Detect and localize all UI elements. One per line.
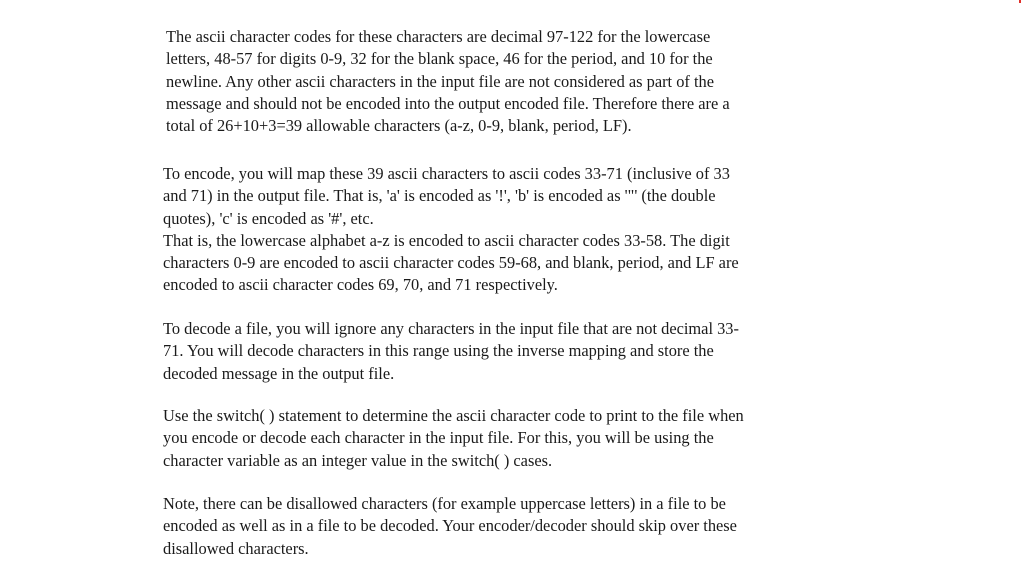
text-line: 71. You will decode characters in this range using the inverse mapping and store the (163, 341, 714, 361)
text-line: That is, the lowercase alphabet a-z is encoded to ascii character codes 33-58. The digit (163, 230, 730, 250)
paragraph-encode (163, 163, 739, 297)
text-line: Use the switch( ) statement to determine the ascii character code to print to the file when (163, 406, 744, 425)
text-line: To encode, you will map these 39 ascii characters to ascii codes 33-71 (inclusive of 33 (163, 164, 730, 183)
text-line: Note, there can be disallowed characters (for example uppercase letters) in a file to be (163, 494, 726, 513)
text-line: encoded as well as in a file to be decoded. Your encoder/decoder should skip over these (163, 516, 737, 536)
text-line: letters, 48-57 for digits 0-9, 32 for the blank space, 46 for the period, and 10 for the (166, 49, 713, 69)
text-line: decoded message in the output file. (163, 363, 395, 383)
text-line: characters 0-9 are encoded to ascii character codes 59-68, and blank, period, and LF are (163, 253, 739, 273)
paragraph-disallowed-characters (163, 493, 737, 560)
text-line: To decode a file, you will ignore any characters in the input file that are not decimal 33- (163, 319, 739, 338)
text-line: newline. Any other ascii characters in the input file are not considered as part of the (166, 71, 714, 91)
text-line: and 71) in the output file. That is, 'a' is encoded as '!', 'b' is encoded as '"' (the double (163, 186, 716, 206)
text-line: total of 26+10+3=39 allowable characters (a-z, 0-9, blank, period, LF). (166, 116, 632, 136)
text-line: The ascii character codes for these characters are decimal 97-122 for the lowercase (166, 27, 711, 46)
paragraph-ascii-codes (166, 26, 730, 137)
text-line: disallowed characters. (163, 538, 309, 558)
paragraph-decode (163, 318, 739, 385)
text-line: character variable as an integer value in the switch( ) cases. (163, 450, 553, 470)
text-line: encoded to ascii character codes 69, 70, and 71 respectively. (163, 275, 558, 295)
text-line: message and should not be encoded into the output encoded file. Therefore there are a (166, 93, 730, 113)
corner-marker (1019, 0, 1021, 3)
text-line: quotes), 'c' is encoded as '#', etc. (163, 208, 374, 228)
paragraph-switch-statement (163, 405, 744, 472)
text-line: you encode or decode each character in the input file. For this, you will be using the (163, 428, 714, 448)
